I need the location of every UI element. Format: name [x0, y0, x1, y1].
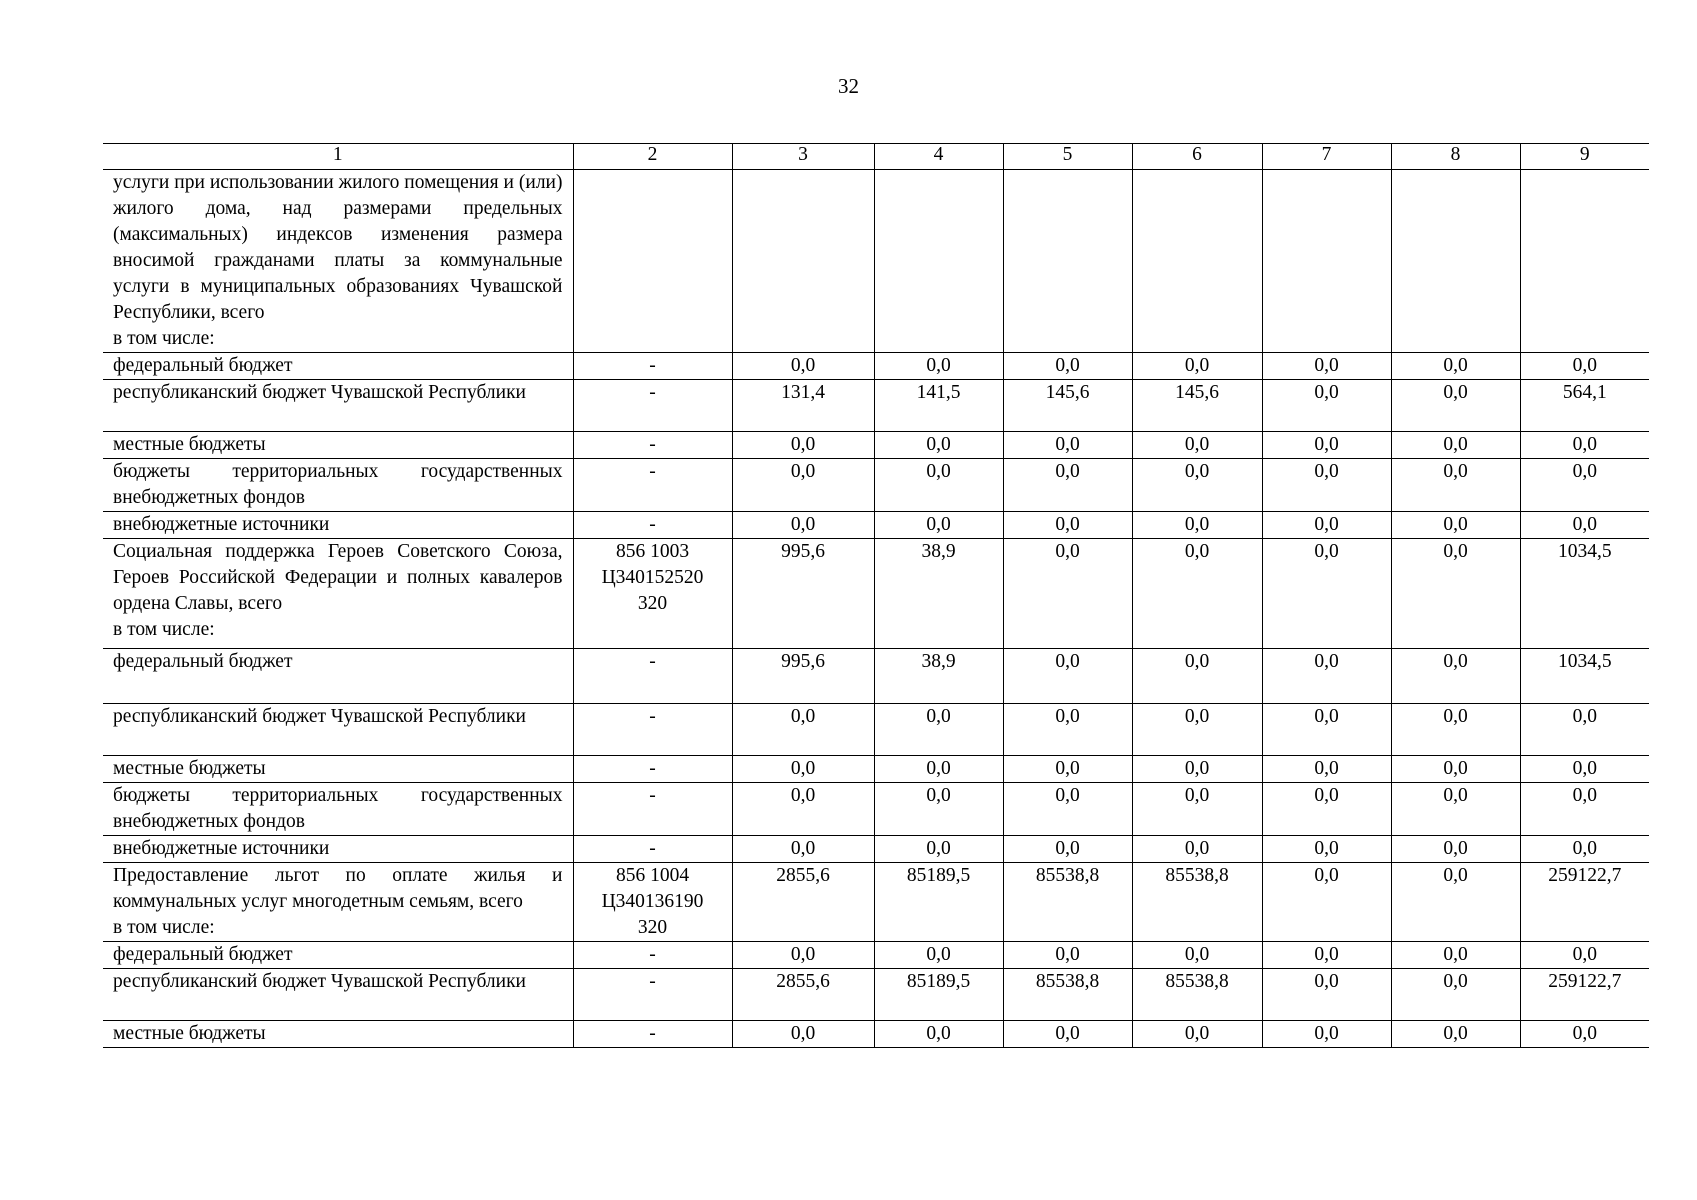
value-cell-col3: 0,0 [732, 432, 874, 459]
row-name-cell: местные бюджеты [103, 1021, 573, 1048]
value-cell-col6: 0,0 [1132, 1021, 1262, 1048]
value-cell-col9: 0,0 [1520, 459, 1649, 512]
value-cell-col6: 0,0 [1132, 539, 1262, 649]
value-cell-col9: 0,0 [1520, 353, 1649, 380]
column-header: 5 [1003, 144, 1132, 170]
value-cell-col5: 0,0 [1003, 1021, 1132, 1048]
value-cell-col4: 0,0 [874, 942, 1003, 969]
row-name-cell: местные бюджеты [103, 432, 573, 459]
value-cell-col9 [1520, 170, 1649, 353]
value-cell-col4: 0,0 [874, 353, 1003, 380]
table-row [103, 170, 1649, 353]
value-cell-col5: 85538,8 [1003, 969, 1132, 1021]
table-row [103, 942, 1649, 969]
budget-code-cell: - [573, 836, 732, 863]
column-header: 8 [1391, 144, 1520, 170]
value-cell-col6: 85538,8 [1132, 863, 1262, 942]
table-row [103, 1021, 1649, 1048]
value-cell-col7: 0,0 [1262, 539, 1391, 649]
value-cell-col8: 0,0 [1391, 353, 1520, 380]
budget-code-cell: - [573, 942, 732, 969]
value-cell-col5: 0,0 [1003, 459, 1132, 512]
budget-code-cell: - [573, 432, 732, 459]
value-cell-col5: 0,0 [1003, 353, 1132, 380]
value-cell-col9: 0,0 [1520, 942, 1649, 969]
value-cell-col9: 564,1 [1520, 380, 1649, 432]
table-row [103, 459, 1649, 512]
value-cell-col8: 0,0 [1391, 432, 1520, 459]
budget-code-cell: - [573, 512, 732, 539]
value-cell-col7: 0,0 [1262, 353, 1391, 380]
value-cell-col3: 0,0 [732, 756, 874, 783]
value-cell-col6: 85538,8 [1132, 969, 1262, 1021]
row-name-cell: местные бюджеты [103, 756, 573, 783]
value-cell-col4: 0,0 [874, 783, 1003, 836]
value-cell-col4 [874, 170, 1003, 353]
value-cell-col9: 0,0 [1520, 756, 1649, 783]
row-name-cell: федеральный бюджет [103, 649, 573, 704]
budget-code-cell: - [573, 1021, 732, 1048]
value-cell-col3: 0,0 [732, 512, 874, 539]
value-cell-col8: 0,0 [1391, 512, 1520, 539]
value-cell-col7: 0,0 [1262, 380, 1391, 432]
page-number: 32 [838, 74, 859, 98]
value-cell-col8 [1391, 170, 1520, 353]
column-header: 7 [1262, 144, 1391, 170]
value-cell-col3: 995,6 [732, 539, 874, 649]
budget-code-cell: - [573, 756, 732, 783]
value-cell-col3: 0,0 [732, 836, 874, 863]
row-name-cell: республиканский бюджет Чувашской Республики [103, 969, 573, 1021]
table-row [103, 649, 1649, 704]
budget-code-cell: - [573, 704, 732, 756]
value-cell-col4: 0,0 [874, 704, 1003, 756]
budget-code-cell: - [573, 649, 732, 704]
value-cell-col6: 0,0 [1132, 649, 1262, 704]
value-cell-col6: 0,0 [1132, 353, 1262, 380]
value-cell-col7: 0,0 [1262, 863, 1391, 942]
row-name-cell: Социальная поддержка Героев Советского Союза, Героев Российской Федерации и полных кавалеров ордена Славы, всего в том числе: [103, 539, 573, 649]
value-cell-col7 [1262, 170, 1391, 353]
value-cell-col8: 0,0 [1391, 783, 1520, 836]
value-cell-col5: 0,0 [1003, 836, 1132, 863]
column-header: 1 [103, 144, 573, 170]
value-cell-col3: 0,0 [732, 353, 874, 380]
table-row [103, 380, 1649, 432]
value-cell-col8: 0,0 [1391, 539, 1520, 649]
value-cell-col4: 85189,5 [874, 863, 1003, 942]
value-cell-col8: 0,0 [1391, 1021, 1520, 1048]
budget-code-cell: - [573, 969, 732, 1021]
value-cell-col7: 0,0 [1262, 836, 1391, 863]
value-cell-col5: 0,0 [1003, 539, 1132, 649]
value-cell-col7: 0,0 [1262, 783, 1391, 836]
value-cell-col9: 259122,7 [1520, 863, 1649, 942]
value-cell-col5: 0,0 [1003, 649, 1132, 704]
value-cell-col3: 0,0 [732, 1021, 874, 1048]
value-cell-col6: 145,6 [1132, 380, 1262, 432]
value-cell-col8: 0,0 [1391, 704, 1520, 756]
value-cell-col5: 0,0 [1003, 756, 1132, 783]
row-name-cell: услуги при использовании жилого помещения и (или) жилого дома, над размерами предельных (максимальных) индексов изменения размера вносимой гражданами платы за коммунальные услуги в муниципальных образованиях Чувашской Республики, всего в том числе: [103, 170, 573, 353]
value-cell-col7: 0,0 [1262, 969, 1391, 1021]
value-cell-col6 [1132, 170, 1262, 353]
value-cell-col5: 145,6 [1003, 380, 1132, 432]
value-cell-col5 [1003, 170, 1132, 353]
value-cell-col3: 2855,6 [732, 863, 874, 942]
value-cell-col6: 0,0 [1132, 836, 1262, 863]
value-cell-col8: 0,0 [1391, 836, 1520, 863]
value-cell-col7: 0,0 [1262, 942, 1391, 969]
value-cell-col6: 0,0 [1132, 432, 1262, 459]
budget-table [103, 143, 1649, 1048]
value-cell-col6: 0,0 [1132, 459, 1262, 512]
value-cell-col4: 85189,5 [874, 969, 1003, 1021]
column-header: 2 [573, 144, 732, 170]
table-body [103, 170, 1649, 1048]
value-cell-col5: 0,0 [1003, 783, 1132, 836]
row-name-cell: федеральный бюджет [103, 942, 573, 969]
value-cell-col3: 0,0 [732, 942, 874, 969]
value-cell-col8: 0,0 [1391, 863, 1520, 942]
budget-code-cell [573, 170, 732, 353]
value-cell-col4: 0,0 [874, 756, 1003, 783]
value-cell-col7: 0,0 [1262, 459, 1391, 512]
value-cell-col4: 38,9 [874, 539, 1003, 649]
value-cell-col4: 0,0 [874, 1021, 1003, 1048]
row-name-cell: внебюджетные источники [103, 512, 573, 539]
value-cell-col3: 0,0 [732, 704, 874, 756]
row-name-cell: внебюджетные источники [103, 836, 573, 863]
table-row [103, 704, 1649, 756]
value-cell-col3: 0,0 [732, 459, 874, 512]
value-cell-col5: 0,0 [1003, 432, 1132, 459]
value-cell-col5: 85538,8 [1003, 863, 1132, 942]
value-cell-col9: 0,0 [1520, 512, 1649, 539]
value-cell-col6: 0,0 [1132, 942, 1262, 969]
table-row [103, 512, 1649, 539]
value-cell-col9: 259122,7 [1520, 969, 1649, 1021]
table-row [103, 353, 1649, 380]
value-cell-col6: 0,0 [1132, 756, 1262, 783]
value-cell-col9: 1034,5 [1520, 649, 1649, 704]
value-cell-col4: 0,0 [874, 836, 1003, 863]
value-cell-col4: 141,5 [874, 380, 1003, 432]
budget-code-cell: - [573, 353, 732, 380]
value-cell-col7: 0,0 [1262, 704, 1391, 756]
column-header: 4 [874, 144, 1003, 170]
row-name-cell: Предоставление льгот по оплате жилья и коммунальных услуг многодетным семьям, всего в том числе: [103, 863, 573, 942]
value-cell-col5: 0,0 [1003, 942, 1132, 969]
value-cell-col5: 0,0 [1003, 512, 1132, 539]
row-name-cell: бюджеты территориальных государственных внебюджетных фондов [103, 459, 573, 512]
value-cell-col7: 0,0 [1262, 649, 1391, 704]
value-cell-col7: 0,0 [1262, 756, 1391, 783]
row-name-cell: федеральный бюджет [103, 353, 573, 380]
value-cell-col7: 0,0 [1262, 1021, 1391, 1048]
row-name-cell: республиканский бюджет Чувашской Республики [103, 704, 573, 756]
value-cell-col9: 0,0 [1520, 432, 1649, 459]
budget-code-cell: - [573, 783, 732, 836]
value-cell-col4: 38,9 [874, 649, 1003, 704]
value-cell-col7: 0,0 [1262, 512, 1391, 539]
value-cell-col4: 0,0 [874, 432, 1003, 459]
table-row [103, 863, 1649, 942]
value-cell-col8: 0,0 [1391, 756, 1520, 783]
table-row [103, 783, 1649, 836]
column-header: 3 [732, 144, 874, 170]
value-cell-col4: 0,0 [874, 459, 1003, 512]
column-header: 9 [1520, 144, 1649, 170]
value-cell-col8: 0,0 [1391, 942, 1520, 969]
budget-code-cell: 856 1003 Ц340152520 320 [573, 539, 732, 649]
budget-code-cell: - [573, 380, 732, 432]
value-cell-col9: 1034,5 [1520, 539, 1649, 649]
value-cell-col7: 0,0 [1262, 432, 1391, 459]
value-cell-col9: 0,0 [1520, 1021, 1649, 1048]
table-row [103, 969, 1649, 1021]
value-cell-col8: 0,0 [1391, 459, 1520, 512]
table-row [103, 836, 1649, 863]
value-cell-col9: 0,0 [1520, 704, 1649, 756]
value-cell-col8: 0,0 [1391, 380, 1520, 432]
value-cell-col3: 0,0 [732, 783, 874, 836]
value-cell-col6: 0,0 [1132, 512, 1262, 539]
table-row [103, 756, 1649, 783]
value-cell-col6: 0,0 [1132, 704, 1262, 756]
table-row [103, 432, 1649, 459]
value-cell-col3 [732, 170, 874, 353]
value-cell-col3: 131,4 [732, 380, 874, 432]
row-name-cell: республиканский бюджет Чувашской Республики [103, 380, 573, 432]
column-header: 6 [1132, 144, 1262, 170]
budget-code-cell: - [573, 459, 732, 512]
table-row [103, 539, 1649, 649]
value-cell-col5: 0,0 [1003, 704, 1132, 756]
value-cell-col4: 0,0 [874, 512, 1003, 539]
value-cell-col8: 0,0 [1391, 649, 1520, 704]
value-cell-col9: 0,0 [1520, 836, 1649, 863]
budget-code-cell: 856 1004 Ц340136190 320 [573, 863, 732, 942]
column-number-row [103, 144, 1649, 170]
row-name-cell: бюджеты территориальных государственных внебюджетных фондов [103, 783, 573, 836]
value-cell-col3: 995,6 [732, 649, 874, 704]
value-cell-col6: 0,0 [1132, 783, 1262, 836]
value-cell-col3: 2855,6 [732, 969, 874, 1021]
value-cell-col8: 0,0 [1391, 969, 1520, 1021]
value-cell-col9: 0,0 [1520, 783, 1649, 836]
